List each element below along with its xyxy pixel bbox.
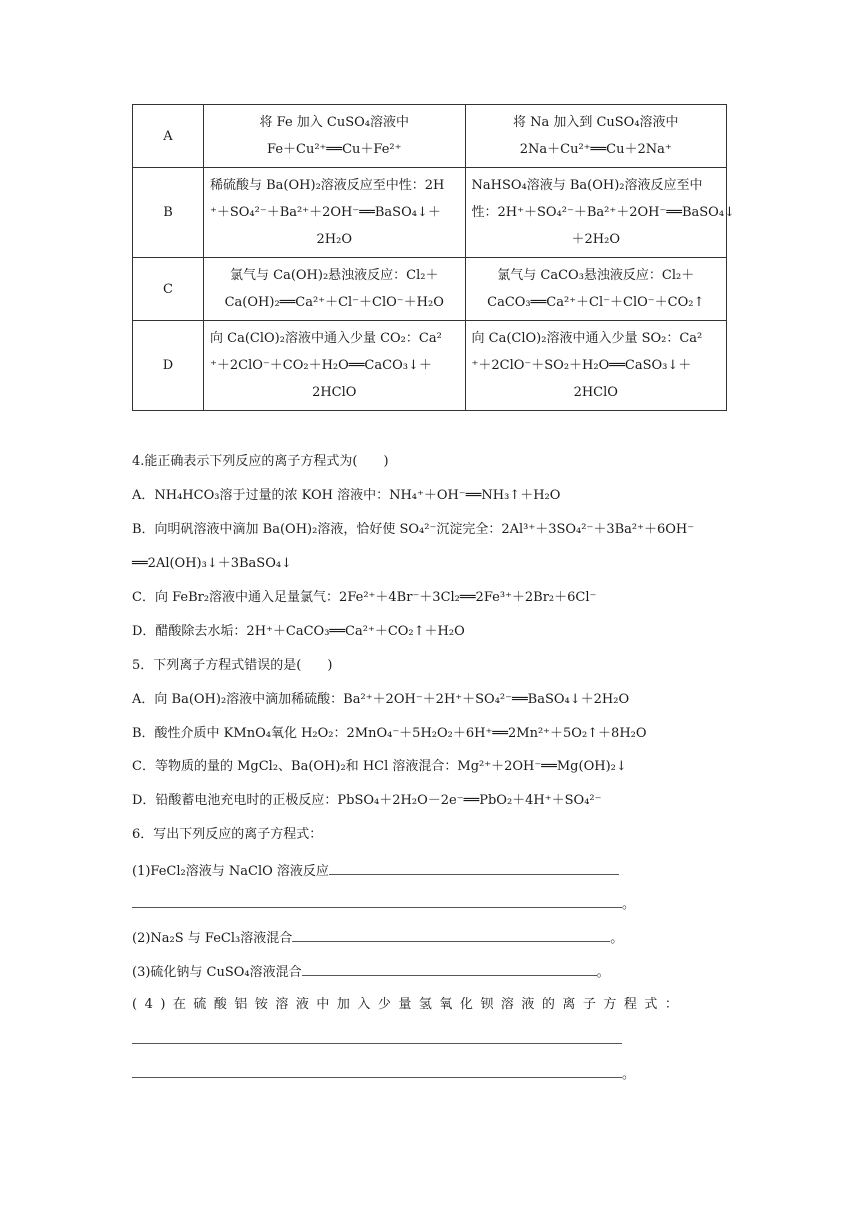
- answer-blank[interactable]: [132, 1029, 622, 1044]
- period: 。: [610, 931, 624, 946]
- q6-part4-line2: [132, 1029, 732, 1051]
- cell-line: ⁺＋2ClO⁻＋SO₂＋H₂O══CaSO₃↓＋: [471, 358, 692, 373]
- q6-part3: [132, 961, 732, 983]
- q6-part1-label: (1)FeCl₂溶液与 NaClO 溶液反应: [132, 864, 329, 879]
- table-cell-right: [465, 258, 727, 321]
- q4-option-b: B．向明矾溶液中滴加 Ba(OH)₂溶液，恰好使 SO₄²⁻沉淀完全：2Al³⁺＋3SO₄²⁻＋3Ba²⁺＋6OH⁻: [132, 522, 695, 537]
- answer-blank[interactable]: [132, 1063, 622, 1078]
- table-row: [133, 105, 727, 168]
- cell-line: CaCO₃══Ca²⁺＋Cl⁻＋ClO⁻＋CO₂↑: [487, 295, 705, 310]
- q4-option-c: C．向 FeBr₂溶液中通入足量氯气：2Fe²⁺＋4Br⁻＋3Cl₂══2Fe³⁺＋2Br₂＋6Cl⁻: [132, 590, 597, 605]
- table-cell-left: [204, 105, 466, 168]
- cell-line: Fe＋Cu²⁺══Cu＋Fe²⁺: [267, 142, 402, 157]
- q5-option-c: C．等物质的量的 MgCl₂、Ba(OH)₂和 HCl 溶液混合：Mg²⁺＋2OH⁻══Mg(OH)₂↓: [132, 759, 627, 774]
- q5-option-a: A．向 Ba(OH)₂溶液中滴加稀硫酸：Ba²⁺＋2OH⁻＋2H⁺＋SO₄²⁻══BaSO₄↓＋2H₂O: [132, 692, 630, 707]
- q5-stem: 5．下列离子方程式错误的是( ): [132, 658, 333, 673]
- q6-part3-label: (3)硫化钠与 CuSO₄溶液混合: [132, 965, 302, 980]
- q4-option-d: D．醋酸除去水垢：2H⁺＋CaCO₃══Ca²⁺＋CO₂↑＋H₂O: [132, 624, 465, 639]
- q4-stem: 4.能正确表示下列反应的离子方程式为( ): [132, 454, 389, 469]
- q5-option-b: B．酸性介质中 KMnO₄氧化 H₂O₂：2MnO₄⁻＋5H₂O₂＋6H⁺══2Mn²⁺＋5O₂↑＋8H₂O: [132, 726, 647, 741]
- table-row: [133, 168, 727, 258]
- table-cell-right: [465, 321, 727, 411]
- cell-line: 将 Fe 加入 CuSO₄溶液中: [259, 115, 409, 130]
- cell-line: 向 Ca(ClO)₂溶液中通入少量 CO₂：Ca²: [210, 331, 442, 346]
- cell-line: ⁺＋2ClO⁻＋CO₂＋H₂O══CaCO₃↓＋: [210, 358, 432, 373]
- cell-line: 氯气与 CaCO₃悬浊液反应：Cl₂＋: [497, 268, 695, 283]
- table-row: [133, 258, 727, 321]
- period: 。: [596, 965, 610, 980]
- cell-line: NaHSO₄溶液与 Ba(OH)₂溶液反应至中: [471, 178, 703, 193]
- q6-part4: (4)在硫酸铝铵溶液中加入少量氢氧化钡溶液的离子方程式：: [132, 997, 686, 1012]
- cell-line: 氯气与 Ca(OH)₂悬浊液反应：Cl₂＋: [230, 268, 439, 283]
- q6-stem: 6．写出下列反应的离子方程式：: [132, 827, 323, 842]
- cell-line: ⁺＋SO₄²⁻＋Ba²⁺＋2OH⁻══BaSO₄↓＋: [210, 205, 441, 220]
- cell-line: 将 Na 加入到 CuSO₄溶液中: [512, 115, 679, 130]
- cell-line: 2HClO: [573, 385, 618, 400]
- table-cell-left: [204, 258, 466, 321]
- cell-line: ＋2H₂O: [571, 232, 620, 247]
- q6-part2: [132, 927, 732, 949]
- cell-line: 2Na＋Cu²⁺══Cu＋2Na⁺: [519, 142, 672, 157]
- cell-line: 稀硫酸与 Ba(OH)₂溶液反应至中性：2H: [210, 178, 445, 193]
- comparison-table: [132, 104, 735, 411]
- row-label: D: [133, 321, 204, 411]
- table-row: [133, 321, 727, 411]
- q6-part1-line2: [132, 893, 732, 915]
- cell-line: 2H₂O: [316, 232, 352, 247]
- row-label: B: [133, 168, 204, 258]
- q6-part4-line3: [132, 1063, 732, 1085]
- row-label: A: [133, 105, 204, 168]
- table-cell-right: [465, 168, 735, 258]
- table-cell-left: [204, 321, 466, 411]
- answer-blank[interactable]: [292, 927, 610, 942]
- cell-line: 2HClO: [312, 385, 357, 400]
- period: 。: [622, 897, 636, 912]
- cell-line: 性：2H⁺＋SO₄²⁻＋Ba²⁺＋2OH⁻══BaSO₄↓: [471, 205, 735, 220]
- q4-option-b-cont: ══2Al(OH)₃↓＋3BaSO₄↓: [132, 556, 292, 571]
- table-cell-right: [465, 105, 727, 168]
- answer-blank[interactable]: [329, 860, 619, 875]
- row-label: C: [133, 258, 204, 321]
- answer-blank[interactable]: [132, 893, 622, 908]
- q6-part2-label: (2)Na₂S 与 FeCl₃溶液混合: [132, 931, 293, 946]
- cell-line: Ca(OH)₂══Ca²⁺＋Cl⁻＋ClO⁻＋H₂O: [224, 295, 444, 310]
- q6-part1: [132, 860, 732, 882]
- table-cell-left: [204, 168, 466, 258]
- period: 。: [622, 1067, 636, 1082]
- answer-blank[interactable]: [302, 961, 597, 976]
- q5-option-d: D．铅酸蓄电池充电时的正极反应：PbSO₄＋2H₂O－2e⁻══PbO₂＋4H⁺＋SO₄²⁻: [132, 793, 602, 808]
- cell-line: 向 Ca(ClO)₂溶液中通入少量 SO₂：Ca²: [471, 331, 703, 346]
- q4-option-a: A．NH₄HCO₃溶于过量的浓 KOH 溶液中：NH₄⁺＋OH⁻══NH₃↑＋H₂O: [132, 488, 561, 503]
